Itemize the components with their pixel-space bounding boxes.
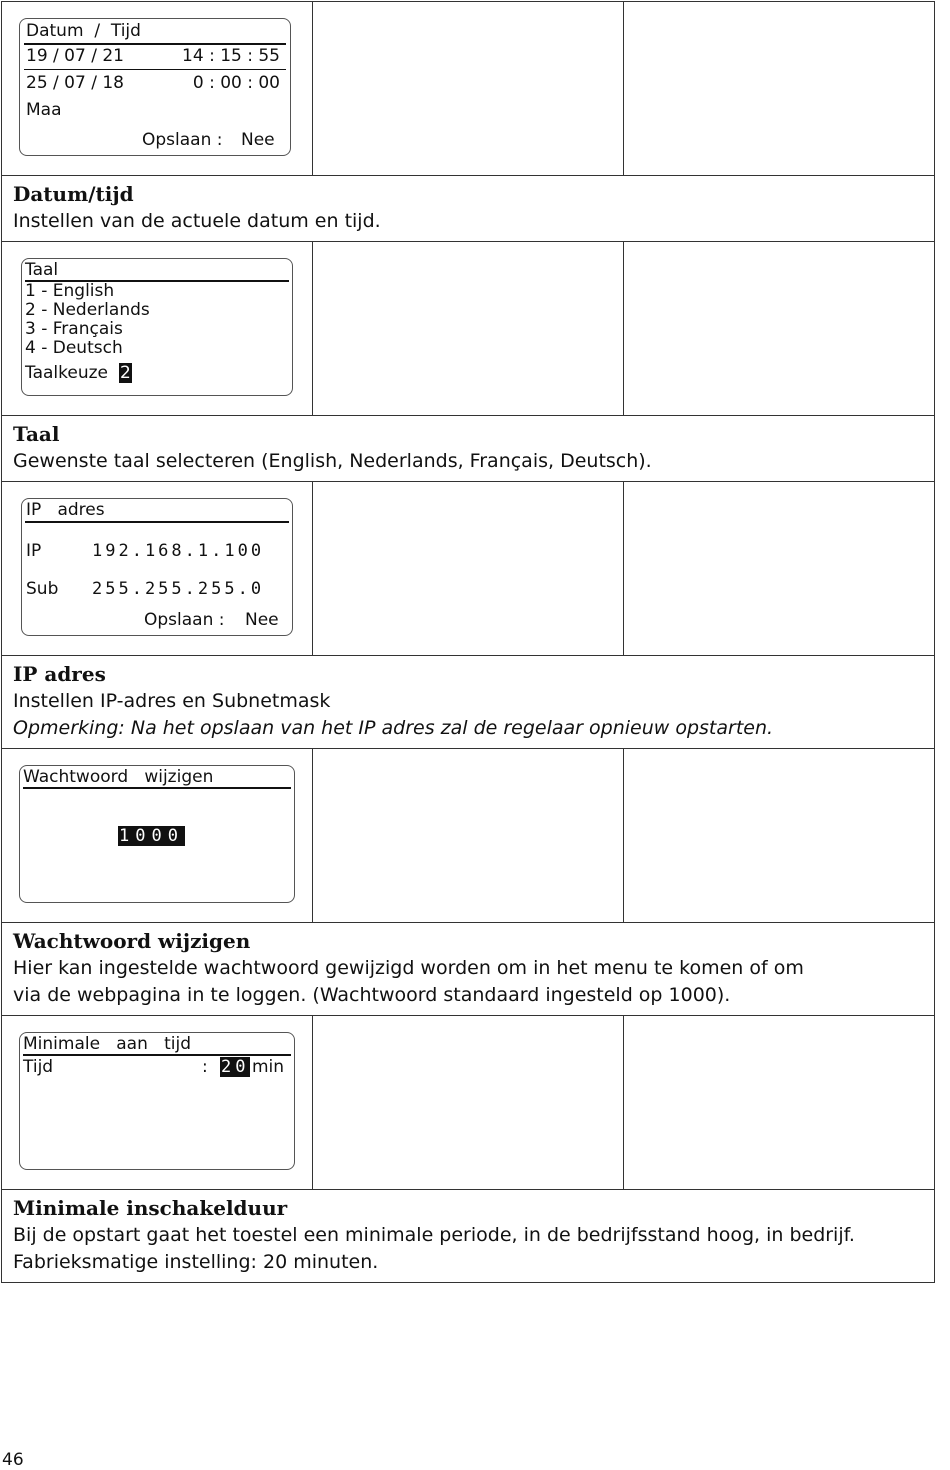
empty-cell <box>313 1016 624 1190</box>
lcd-time-label: Tijd <box>23 1057 54 1077</box>
lcd-ip-label: IP <box>26 541 42 561</box>
datetime-lcd <box>19 18 291 156</box>
section-text: Fabrieksmatige instelling: 20 minuten. <box>13 1251 379 1273</box>
empty-cell <box>624 749 935 923</box>
lcd-save-label: Opslaan : <box>142 130 223 150</box>
section-text: Gewenste taal selecteren (English, Nederlands, Français, Deutsch). <box>13 450 652 472</box>
password-screen-row <box>2 749 935 923</box>
lcd-sub-value: 255.255.255.0 <box>92 579 265 599</box>
lcd-choice-label: Taalkeuze <box>25 363 108 383</box>
section-heading: Taal <box>13 422 60 446</box>
lcd-title: Taal <box>25 260 59 280</box>
empty-cell <box>624 2 935 176</box>
empty-cell <box>313 242 624 416</box>
lcd-title: IP adres <box>26 500 105 520</box>
lcd-time-edit: 0 : 00 : 00 <box>192 73 280 93</box>
lcd-language-option: 4 - Deutsch <box>25 338 123 358</box>
lcd-divider <box>23 787 291 789</box>
section-text: Instellen IP-adres en Subnetmask <box>13 690 331 712</box>
datetime-desc-row <box>2 176 935 242</box>
minimum-lcd <box>19 1032 295 1170</box>
lcd-save-value: Nee <box>245 610 279 630</box>
password-lcd <box>19 765 295 903</box>
lcd-save-label: Opslaan : <box>144 610 225 630</box>
lcd-divider <box>25 521 289 523</box>
datetime-screen-cell <box>2 2 313 176</box>
section-heading: Wachtwoord wijzigen <box>13 929 251 953</box>
section-text: Bij de opstart gaat het toestel een minimale periode, in de bedrijfsstand hoog, in bedrijf. <box>13 1224 855 1246</box>
language-screen-row <box>2 242 935 416</box>
datetime-desc-cell <box>2 176 935 242</box>
ip-screen-row <box>2 482 935 656</box>
ip-lcd <box>21 498 293 636</box>
empty-cell <box>624 242 935 416</box>
empty-cell <box>313 2 624 176</box>
language-screen-cell <box>2 242 313 416</box>
lcd-language-option: 1 - English <box>25 281 115 301</box>
empty-cell <box>624 1016 935 1190</box>
lcd-sub-label: Sub <box>26 579 59 599</box>
minimum-desc-row <box>2 1190 935 1283</box>
lcd-title: Wachtwoord wijzigen <box>23 767 214 787</box>
section-heading: IP adres <box>13 662 106 686</box>
lcd-divider-thin <box>24 69 286 70</box>
lcd-title: Datum / Tijd <box>26 21 141 41</box>
lcd-language-option: 2 - Nederlands <box>25 300 150 320</box>
section-heading: Datum/tijd <box>13 182 134 206</box>
empty-cell <box>313 482 624 656</box>
password-desc-row <box>2 923 935 1016</box>
lcd-date-edit: 25 / 07 / 18 <box>26 73 124 93</box>
section-text: Hier kan ingestelde wachtwoord gewijzigd worden om in het menu te komen of om <box>13 957 804 979</box>
lcd-language-option: 3 - Français <box>25 319 123 339</box>
lcd-weekday: Maa <box>26 100 62 120</box>
language-lcd <box>21 258 293 396</box>
language-desc-row <box>2 416 935 482</box>
datetime-screen-row <box>2 2 935 176</box>
minimum-screen-row <box>2 1016 935 1190</box>
section-note: Opmerking: Na het opslaan van het IP adres zal de regelaar opnieuw opstarten. <box>13 717 774 739</box>
section-heading: Minimale inschakelduur <box>13 1196 288 1220</box>
section-text: via de webpagina in te loggen. (Wachtwoord standaard ingesteld op 1000). <box>13 984 731 1006</box>
lcd-colon: : <box>202 1057 208 1077</box>
section-text: Instellen van de actuele datum en tijd. <box>13 210 381 232</box>
lcd-password-value: 1000 <box>119 826 184 846</box>
lcd-choice-value: 2 <box>120 363 131 383</box>
language-desc-cell <box>2 416 935 482</box>
lcd-title: Minimale aan tijd <box>23 1034 191 1054</box>
page-number: 46 <box>2 1450 24 1470</box>
lcd-minimum-value: 20 <box>221 1057 250 1077</box>
empty-cell <box>624 482 935 656</box>
minimum-desc-cell <box>2 1190 935 1283</box>
ip-screen-cell <box>2 482 313 656</box>
lcd-unit: min <box>252 1057 285 1077</box>
minimum-screen-cell <box>2 1016 313 1190</box>
lcd-time-current: 14 : 15 : 55 <box>182 46 280 66</box>
lcd-divider <box>24 43 286 45</box>
lcd-date-current: 19 / 07 / 21 <box>26 46 124 66</box>
lcd-save-value: Nee <box>241 130 275 150</box>
password-desc-cell <box>2 923 935 1016</box>
password-screen-cell <box>2 749 313 923</box>
ip-desc-cell <box>2 656 935 749</box>
lcd-ip-value: 192.168.1.100 <box>92 541 265 561</box>
empty-cell <box>313 749 624 923</box>
ip-desc-row <box>2 656 935 749</box>
lcd-divider <box>23 1054 291 1056</box>
settings-table <box>1 1 935 1283</box>
